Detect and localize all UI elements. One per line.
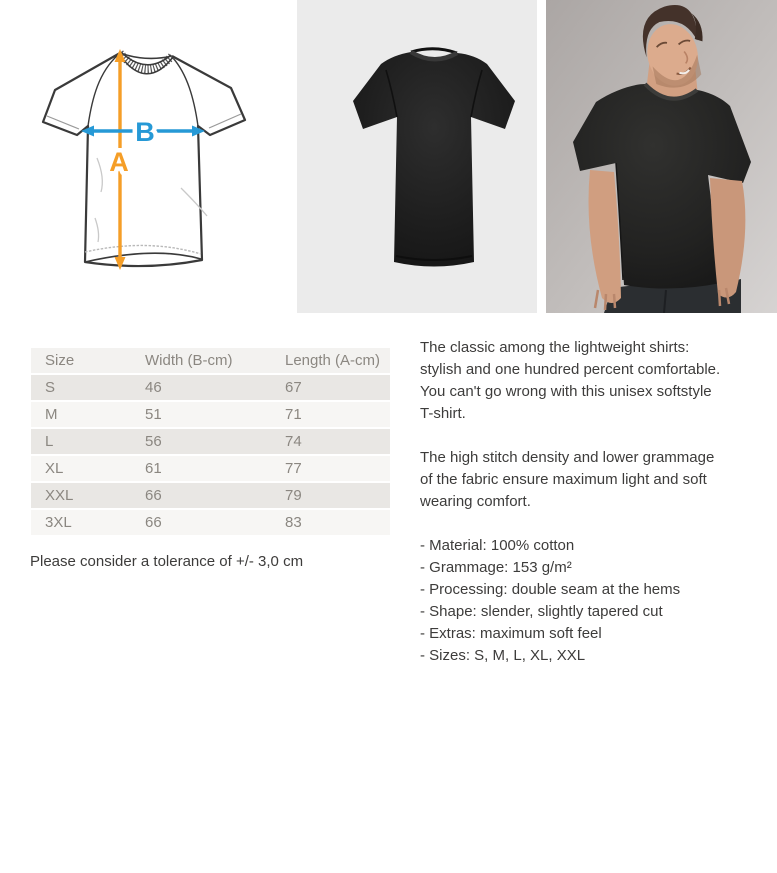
description-line: You can't go wrong with this unisex softstyle	[420, 383, 712, 400]
tolerance-note: Please consider a tolerance of +/- 3,0 cm	[30, 553, 304, 570]
size-cell: S	[45, 379, 56, 396]
size-chart-table	[31, 346, 390, 537]
size-diagram-image	[35, 40, 255, 274]
size-cell: L	[45, 433, 54, 450]
width-cell: 46	[145, 379, 162, 396]
table-row	[31, 456, 390, 481]
model-photo-svg	[546, 0, 777, 313]
length-cell: 67	[285, 379, 302, 396]
bullet-item: - Material: 100% cotton	[420, 537, 575, 554]
length-cell: 71	[285, 406, 302, 423]
table-row	[31, 429, 390, 454]
description-paragraph-1	[420, 337, 770, 425]
description-line: stylish and one hundred percent comfortable.	[420, 361, 721, 378]
bullet-item: - Extras: maximum soft feel	[420, 625, 602, 642]
size-cell: XL	[45, 460, 64, 477]
length-label-a: A	[109, 147, 129, 177]
size-chart-header-row	[31, 348, 390, 373]
bullet-item: - Grammage: 153 g/m²	[420, 559, 572, 576]
table-row	[31, 375, 390, 400]
length-cell: 83	[285, 514, 302, 531]
description-paragraph-2	[420, 447, 770, 513]
description-line: of the fabric ensure maximum light and soft	[420, 471, 707, 488]
tshirt-measure-diagram-svg	[35, 40, 255, 274]
col-length: Length (A-cm)	[285, 352, 381, 369]
width-cell: 61	[145, 460, 162, 477]
description-line: The high stitch density and lower grammage	[420, 449, 715, 466]
length-cell: 79	[285, 487, 302, 504]
width-cell: 66	[145, 514, 162, 531]
bullet-item: - Sizes: S, M, L, XL, XXL	[420, 647, 586, 664]
product-description	[420, 337, 770, 689]
width-cell: 56	[145, 433, 162, 450]
col-size: Size	[45, 352, 75, 369]
width-cell: 51	[145, 406, 162, 423]
black-tshirt-photo-svg	[297, 0, 537, 313]
description-bullet-list	[420, 535, 770, 667]
description-line: wearing comfort.	[420, 493, 531, 510]
model-photo	[546, 0, 777, 313]
size-cell: XXL	[45, 487, 74, 504]
width-label-b: B	[135, 117, 155, 147]
description-line: The classic among the lightweight shirts:	[420, 339, 690, 356]
bullet-item: - Processing: double seam at the hems	[420, 581, 681, 598]
bullet-item: - Shape: slender, slightly tapered cut	[420, 603, 663, 620]
tshirt-outline	[43, 53, 245, 266]
length-cell: 77	[285, 460, 302, 477]
table-row	[31, 402, 390, 427]
table-row	[31, 510, 390, 535]
col-width: Width (B-cm)	[145, 352, 233, 369]
table-row	[31, 483, 390, 508]
size-cell: 3XL	[45, 514, 72, 531]
length-cell: 74	[285, 433, 302, 450]
size-cell: M	[45, 406, 58, 423]
width-cell: 66	[145, 487, 162, 504]
description-line: T-shirt.	[420, 405, 466, 422]
product-photo	[297, 0, 537, 313]
